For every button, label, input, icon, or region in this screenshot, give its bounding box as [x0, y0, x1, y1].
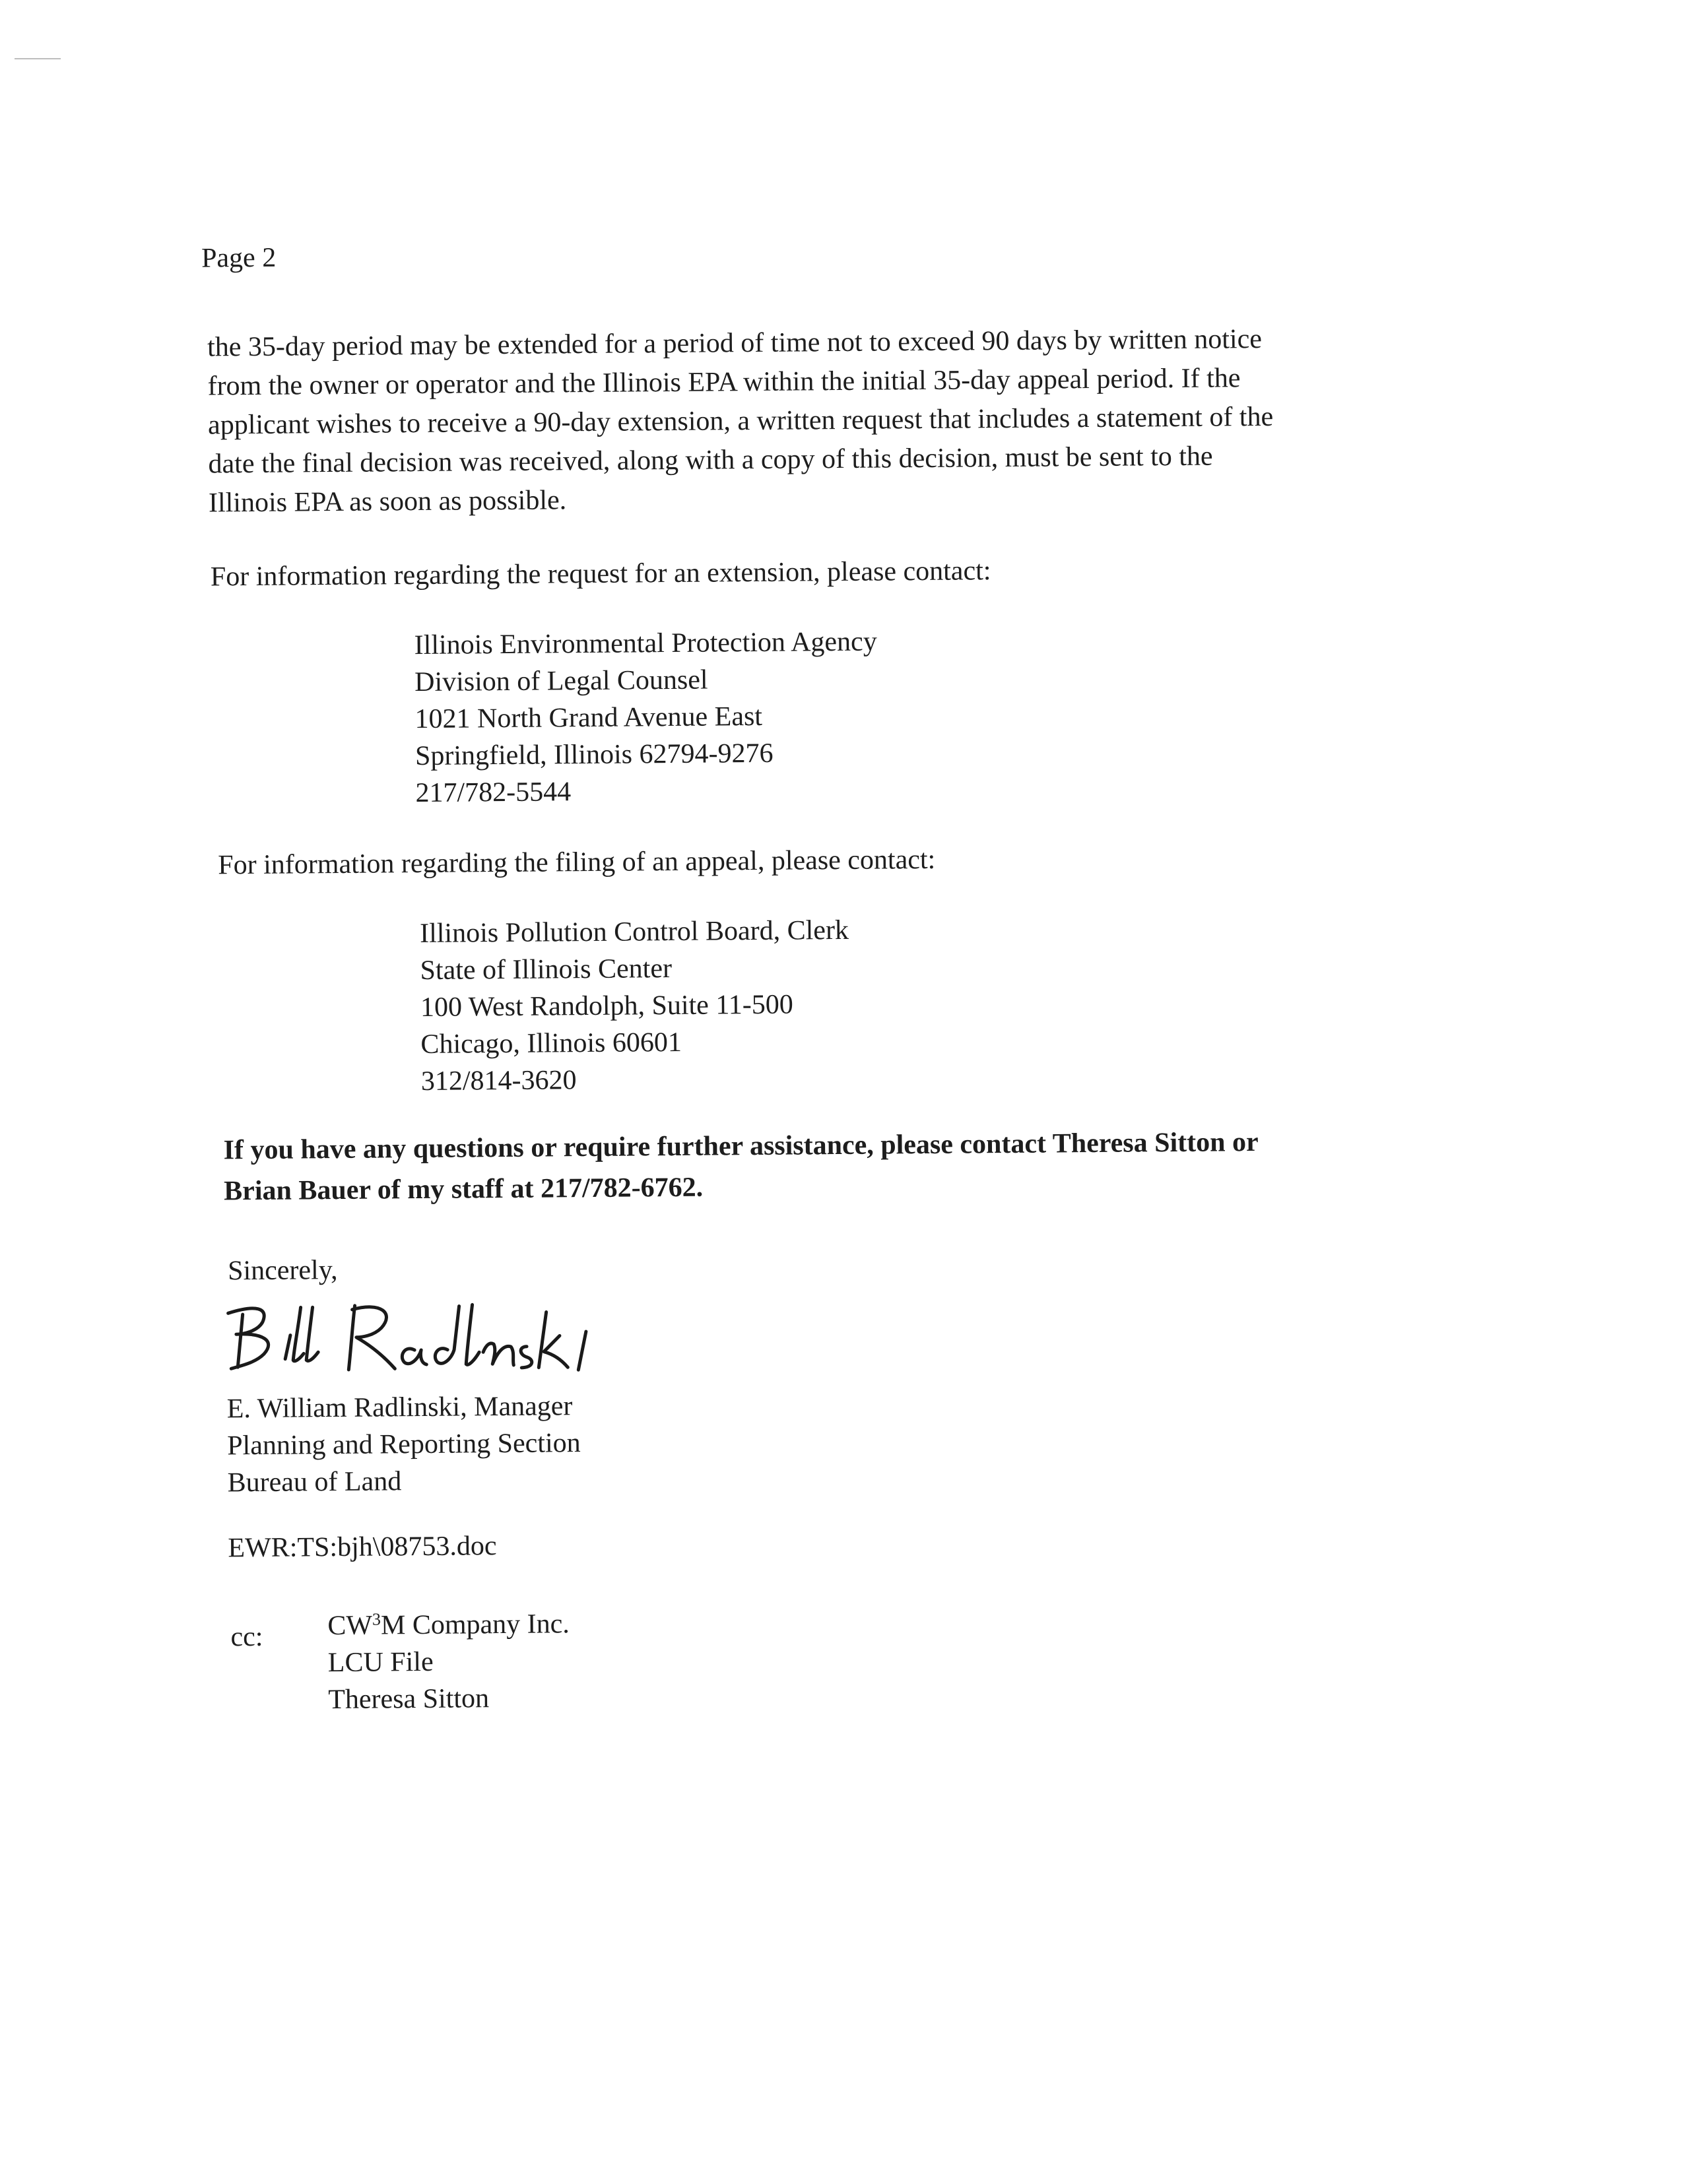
cc-label: cc: — [230, 1621, 263, 1653]
paragraph-line: from the owner or operator and the Illinois EPA within the initial 35-day appeal period. If the — [207, 363, 1241, 402]
address-line: State of Illinois Center — [420, 953, 673, 986]
cc-recipient: LCU File — [327, 1646, 434, 1679]
address-line: Illinois Environmental Protection Agency — [414, 626, 877, 661]
page-number: Page 2 — [201, 242, 277, 274]
cc-recipient-prefix: CW — [327, 1610, 373, 1642]
appeal-contact-address — [420, 912, 850, 1100]
address-line: Illinois Pollution Control Board, Clerk — [419, 915, 849, 949]
signer-name: E. William Radlinski, Manager — [226, 1391, 573, 1425]
cc-list — [327, 1605, 570, 1718]
file-reference: EWR:TS:bjh\08753.doc — [228, 1531, 497, 1564]
questions-paragraph — [223, 1122, 1259, 1211]
address-line: 217/782-5544 — [415, 777, 572, 809]
signer-section: Planning and Reporting Section — [227, 1428, 581, 1461]
address-line: Springfield, Illinois 62794-9276 — [414, 738, 774, 772]
cc-recipient: Theresa Sitton — [328, 1683, 490, 1716]
paragraph-line: Illinois EPA as soon as possible. — [208, 485, 567, 519]
signer-block — [227, 1388, 581, 1501]
address-line: Chicago, Illinois 60601 — [420, 1027, 682, 1060]
salutation: Sincerely, — [227, 1255, 338, 1287]
cc-recipient — [327, 1605, 570, 1644]
questions-line: Brian Bauer of my staff at 217/782-6762. — [224, 1172, 704, 1207]
extension-paragraph — [207, 319, 1397, 523]
paragraph-line: the 35-day period may be extended for a period of time not to exceed 90 days by written notice — [207, 323, 1263, 363]
questions-line: If you have any questions or require further assistance, please contact Theresa Sitton or — [223, 1127, 1259, 1166]
address-line: 1021 North Grand Avenue East — [414, 701, 763, 735]
cc-recipient-superscript: 3 — [372, 1609, 381, 1629]
paragraph-line: date the final decision was received, along with a copy of this decision, must be sent to the — [208, 441, 1213, 480]
extension-intro: For information regarding the request for an extension, please contact: — [210, 556, 991, 593]
appeal-intro: For information regarding the filing of an appeal, please contact: — [218, 844, 936, 881]
extension-contact-address — [414, 624, 878, 812]
paragraph-line: applicant wishes to receive a 90-day extension, a written request that includes a statement of the — [207, 401, 1274, 441]
signer-bureau: Bureau of Land — [227, 1466, 402, 1498]
address-line: Division of Legal Counsel — [414, 664, 708, 698]
handwritten-signature — [216, 1285, 678, 1387]
address-line: 312/814-3620 — [420, 1065, 577, 1097]
address-line: 100 West Randolph, Suite 11-500 — [420, 989, 793, 1023]
cc-recipient-suffix: M Company Inc. — [380, 1609, 570, 1641]
